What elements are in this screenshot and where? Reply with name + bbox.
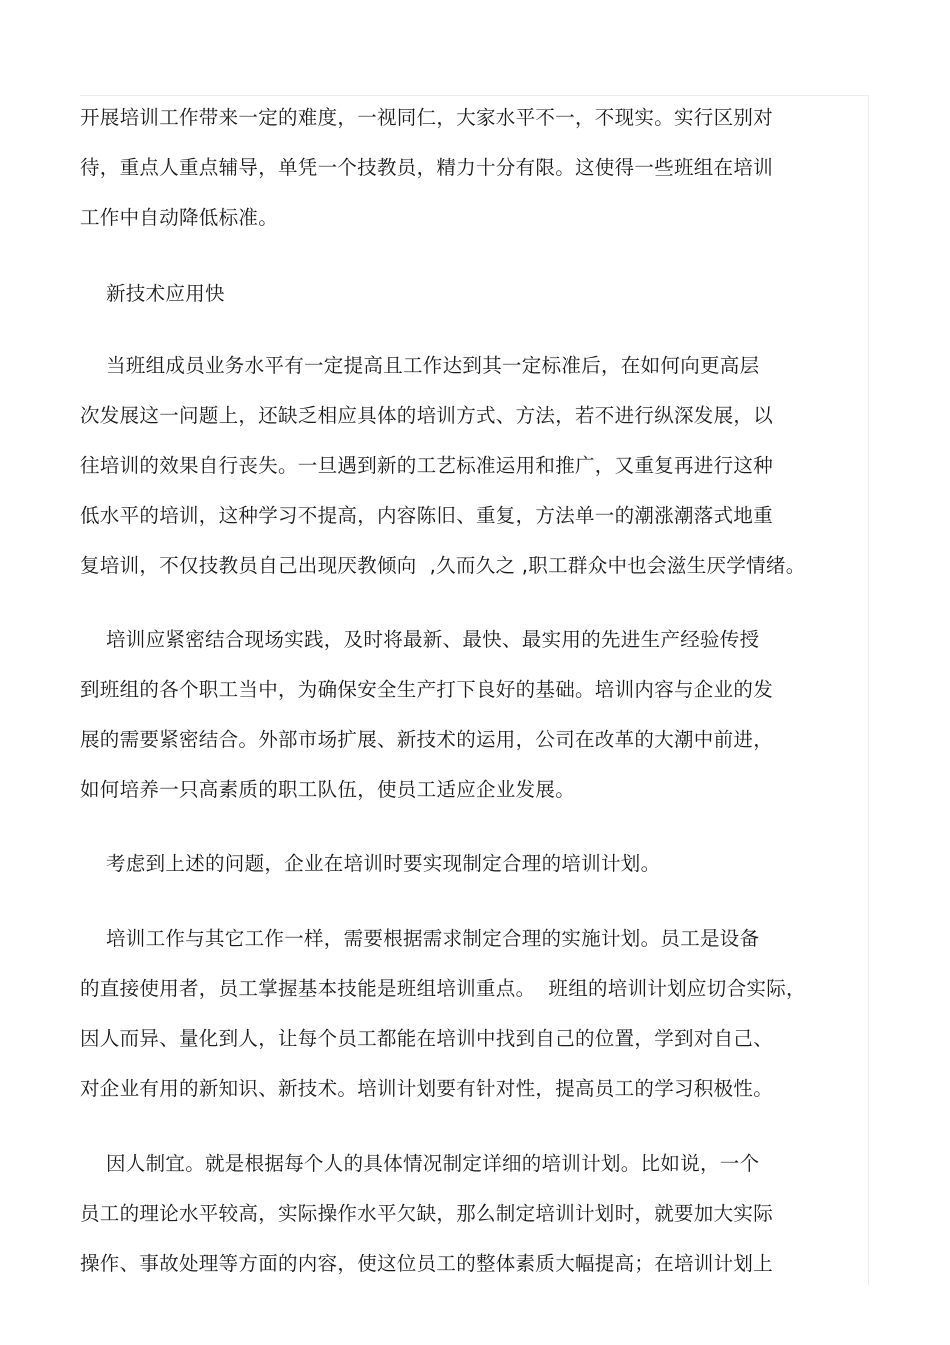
paragraph-field-practice	[80, 617, 870, 817]
text-line: 培训工作与其它工作一样，需要根据需求制定合理的实施计划。员工是设备	[80, 927, 760, 950]
text-line: 展的需要紧密结合。外部市场扩展、新技术的运用，公司在改革的大潮中前进，	[80, 728, 774, 751]
text-line: 考虑到上述的问题，企业在培训时要实现制定合理的培训计划。	[80, 852, 661, 875]
text-line: 如何培养一只高素质的职工队伍，使员工适应企业发展。	[80, 778, 576, 801]
text-line: 培训应紧密结合现场实践，及时将最新、最快、最实用的先进生产经验传授	[80, 628, 760, 651]
paragraph-training-difficulty	[80, 95, 870, 245]
section-heading-new-tech	[80, 271, 870, 317]
text-line: 工作中自动降低标准。	[80, 206, 279, 229]
text-line: 复培训，不仅技教员自己出现厌教倾向 ,久而久之 ,职工群众中也会滋生厌学情绪。	[80, 554, 806, 577]
paragraph-considering-issues	[80, 841, 870, 887]
paragraph-new-tech	[80, 343, 870, 593]
text-line: 因人制宜。就是根据每个人的具体情况制定详细的培训计划。比如说，一个	[80, 1152, 760, 1175]
text-line: 员工的理论水平较高，实际操作水平欠缺，那么制定培训计划时，就要加大实际	[80, 1202, 774, 1225]
text-line: 新技术应用快	[80, 282, 225, 305]
text-line: 往培训的效果自行丧失。一旦遇到新的工艺标准运用和推广，又重复再进行这种	[80, 454, 774, 477]
paragraph-individualized	[80, 1141, 870, 1291]
text-line: 对企业有用的新知识、新技术。培训计划要有针对性，提高员工的学习积极性。	[80, 1077, 774, 1100]
text-line: 次发展这一问题上，还缺乏相应具体的培训方式、方法，若不进行纵深发展，以	[80, 404, 774, 427]
text-line: 待，重点人重点辅导，单凭一个技教员，精力十分有限。这使得一些班组在培训	[80, 156, 774, 179]
text-line: 的直接使用者，员工掌握基本技能是班组培训重点。 班组的培训计划应切合实际，	[80, 977, 806, 1000]
text-line: 到班组的各个职工当中，为确保安全生产打下良好的基础。培训内容与企业的发	[80, 678, 774, 701]
text-line: 当班组成员业务水平有一定提高且工作达到其一定标准后，在如何向更高层	[80, 354, 760, 377]
text-line: 开展培训工作带来一定的难度，一视同仁，大家水平不一，不现实。实行区别对	[80, 106, 774, 129]
text-line: 操作、事故处理等方面的内容，使这位员工的整体素质大幅提高；在培训计划上	[80, 1252, 774, 1275]
text-line: 低水平的培训，这种学习不提高，内容陈旧、重复，方法单一的潮涨潮落式地重	[80, 504, 774, 527]
paragraph-training-plan	[80, 916, 870, 1116]
text-line: 因人而异、量化到人，让每个员工都能在培训中找到自己的位置，学到对自己、	[80, 1027, 774, 1050]
